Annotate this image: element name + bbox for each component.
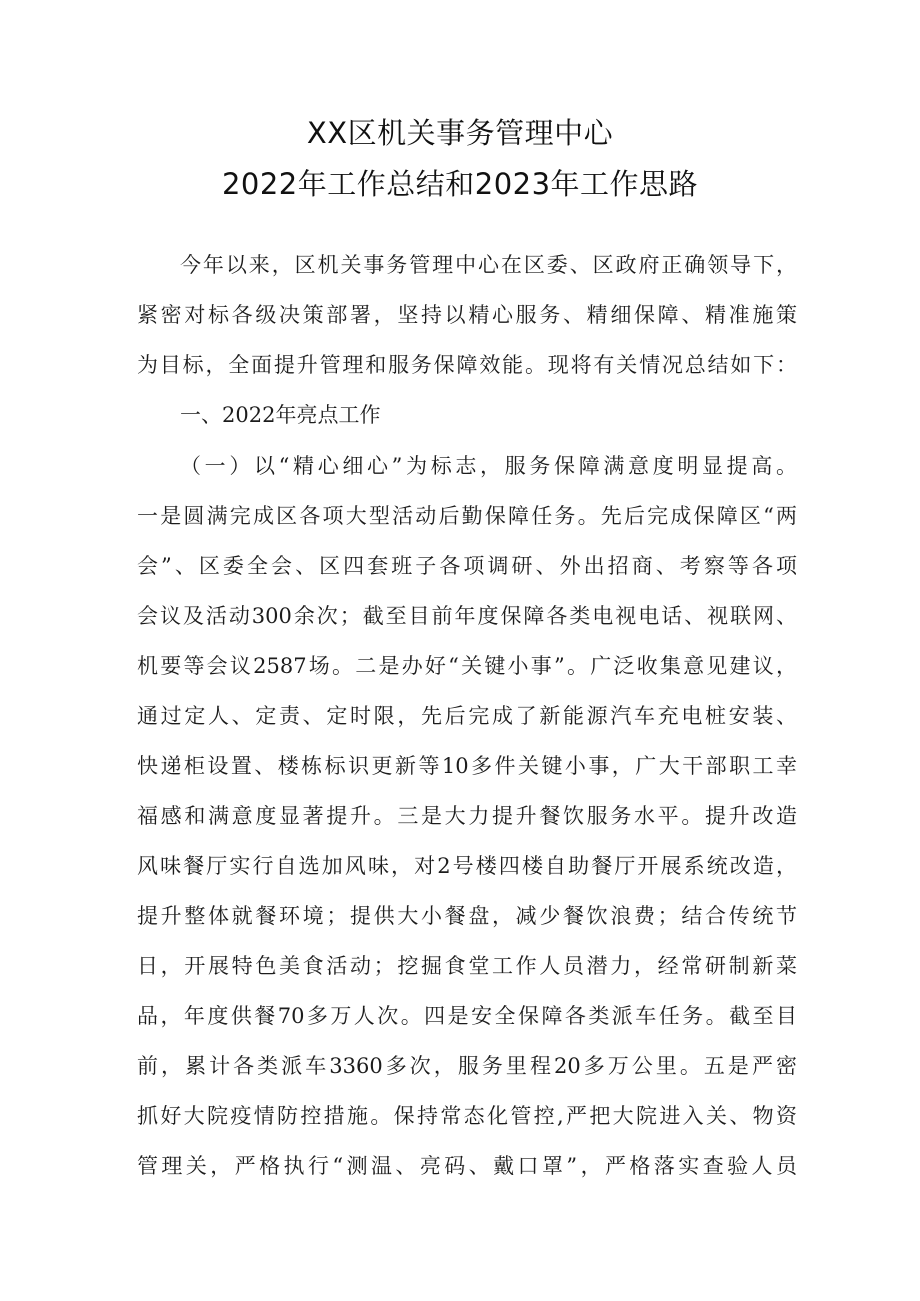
body-line: 今年以来，区机关事务管理中心在区委、区政府正确领导下， [180, 253, 797, 277]
body-line: 提升整体就餐环境；提供大小餐盘，减少餐饮浪费；结合传统节 [137, 904, 797, 928]
body-line: 会议及活动300余次；截至目前年度保障各类电视电话、视联网、 [137, 604, 797, 628]
document-title-line-2: 2022年工作总结和2023年工作思路 [221, 167, 699, 201]
body-line: 机要等会议2587场。二是办好“关键小事”。广泛收集意见建议， [137, 654, 797, 678]
body-line: 抓好大院疫情防控措施。保持常态化管控,严把大院进入关、物资 [137, 1104, 797, 1128]
body-line: 日，开展特色美食活动；挖掘食堂工作人员潜力，经常研制新菜 [137, 954, 797, 978]
body-line: 前，累计各类派车3360多次，服务里程20多万公里。五是严密 [137, 1054, 797, 1078]
section-heading: 一、2022年亮点工作 [180, 403, 381, 427]
subsection-heading: （一）以“精心细心”为标志，服务保障满意度明显提高。 [180, 454, 797, 478]
document-title-line-1: XX区机关事务管理中心 [306, 116, 614, 150]
body-line: 管理关，严格执行“测温、亮码、戴口罩”，严格落实查验人员 [137, 1154, 797, 1178]
body-line: 福感和满意度显著提升。三是大力提升餐饮服务水平。提升改造 [137, 804, 797, 828]
body-line: 品，年度供餐70多万人次。四是安全保障各类派车任务。截至目 [137, 1004, 797, 1028]
body-line: 紧密对标各级决策部署，坚持以精心服务、精细保障、精准施策 [137, 303, 797, 327]
body-line: 风味餐厅实行自选加风味，对2号楼四楼自助餐厅开展系统改造， [137, 854, 797, 878]
body-line: 通过定人、定责、定时限，先后完成了新能源汽车充电桩安装、 [137, 704, 797, 728]
body-line: 为目标，全面提升管理和服务保障效能。现将有关情况总结如下： [137, 353, 797, 377]
body-line: 快递柜设置、楼栋标识更新等10多件关键小事，广大干部职工幸 [137, 754, 797, 778]
body-line: 会”、区委全会、区四套班子各项调研、外出招商、考察等各项 [137, 554, 797, 578]
body-line: 一是圆满完成区各项大型活动后勤保障任务。先后完成保障区“两 [137, 504, 797, 528]
